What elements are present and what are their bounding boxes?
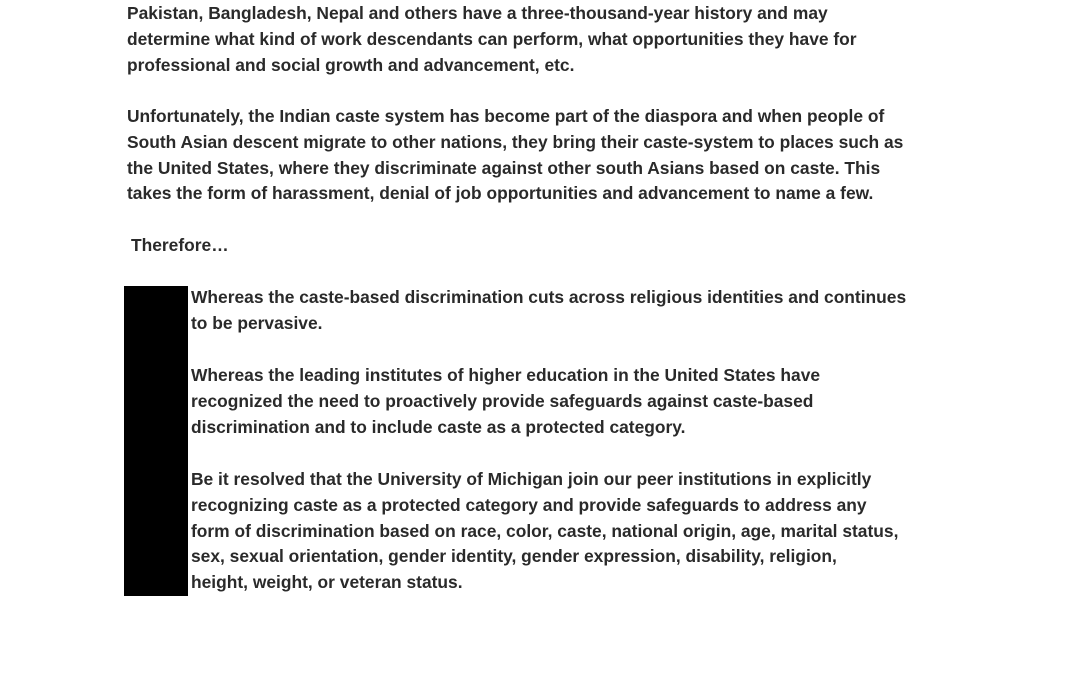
text-line: form of discrimination based on race, color, caste, national origin, age, marital status,: [191, 520, 899, 541]
text-line: Unfortunately, the Indian caste system has become part of the diaspora and when people of: [127, 106, 885, 126]
redaction-bar: [124, 286, 188, 596]
text-line: professional and social growth and advancement, etc.: [127, 54, 575, 75]
text-line: takes the form of harassment, denial of job opportunities and advancement to name a few.: [127, 183, 874, 204]
text-line: Whereas the leading institutes of higher education in the United States have: [191, 365, 821, 385]
resolution-clause: [191, 467, 898, 596]
whereas-clause-1: [191, 285, 906, 337]
text-line: Therefore…: [131, 235, 229, 255]
whereas-clause-2: [191, 363, 820, 440]
text-line: recognizing caste as a protected category and provide safeguards to address any: [191, 494, 867, 515]
text-line: the United States, where they discriminate against other south Asians based on caste. This: [127, 157, 881, 178]
text-line: recognized the need to proactively provide safeguards against caste-based: [191, 390, 814, 411]
text-line: South Asian descent migrate to other nations, they bring their caste-system to places such as: [127, 131, 904, 152]
text-line: determine what kind of work descendants can perform, what opportunities they have for: [127, 28, 857, 49]
text-line: Be it resolved that the University of Michigan join our peer institutions in explicitly: [191, 469, 872, 489]
text-line: Pakistan, Bangladesh, Nepal and others have a three-thousand-year history and may: [127, 3, 828, 23]
text-line: to be pervasive.: [191, 312, 323, 333]
text-line: Whereas the caste-based discrimination cuts across religious identities and continues: [191, 287, 907, 307]
text-line: sex, sexual orientation, gender identity, gender expression, disability, religion,: [191, 546, 837, 567]
diaspora-paragraph: [127, 104, 903, 207]
text-line: height, weight, or veteran status.: [191, 572, 463, 593]
text-line: discrimination and to include caste as a protected category.: [191, 416, 686, 437]
therefore-line: [131, 233, 229, 259]
intro-paragraph: [127, 1, 857, 78]
